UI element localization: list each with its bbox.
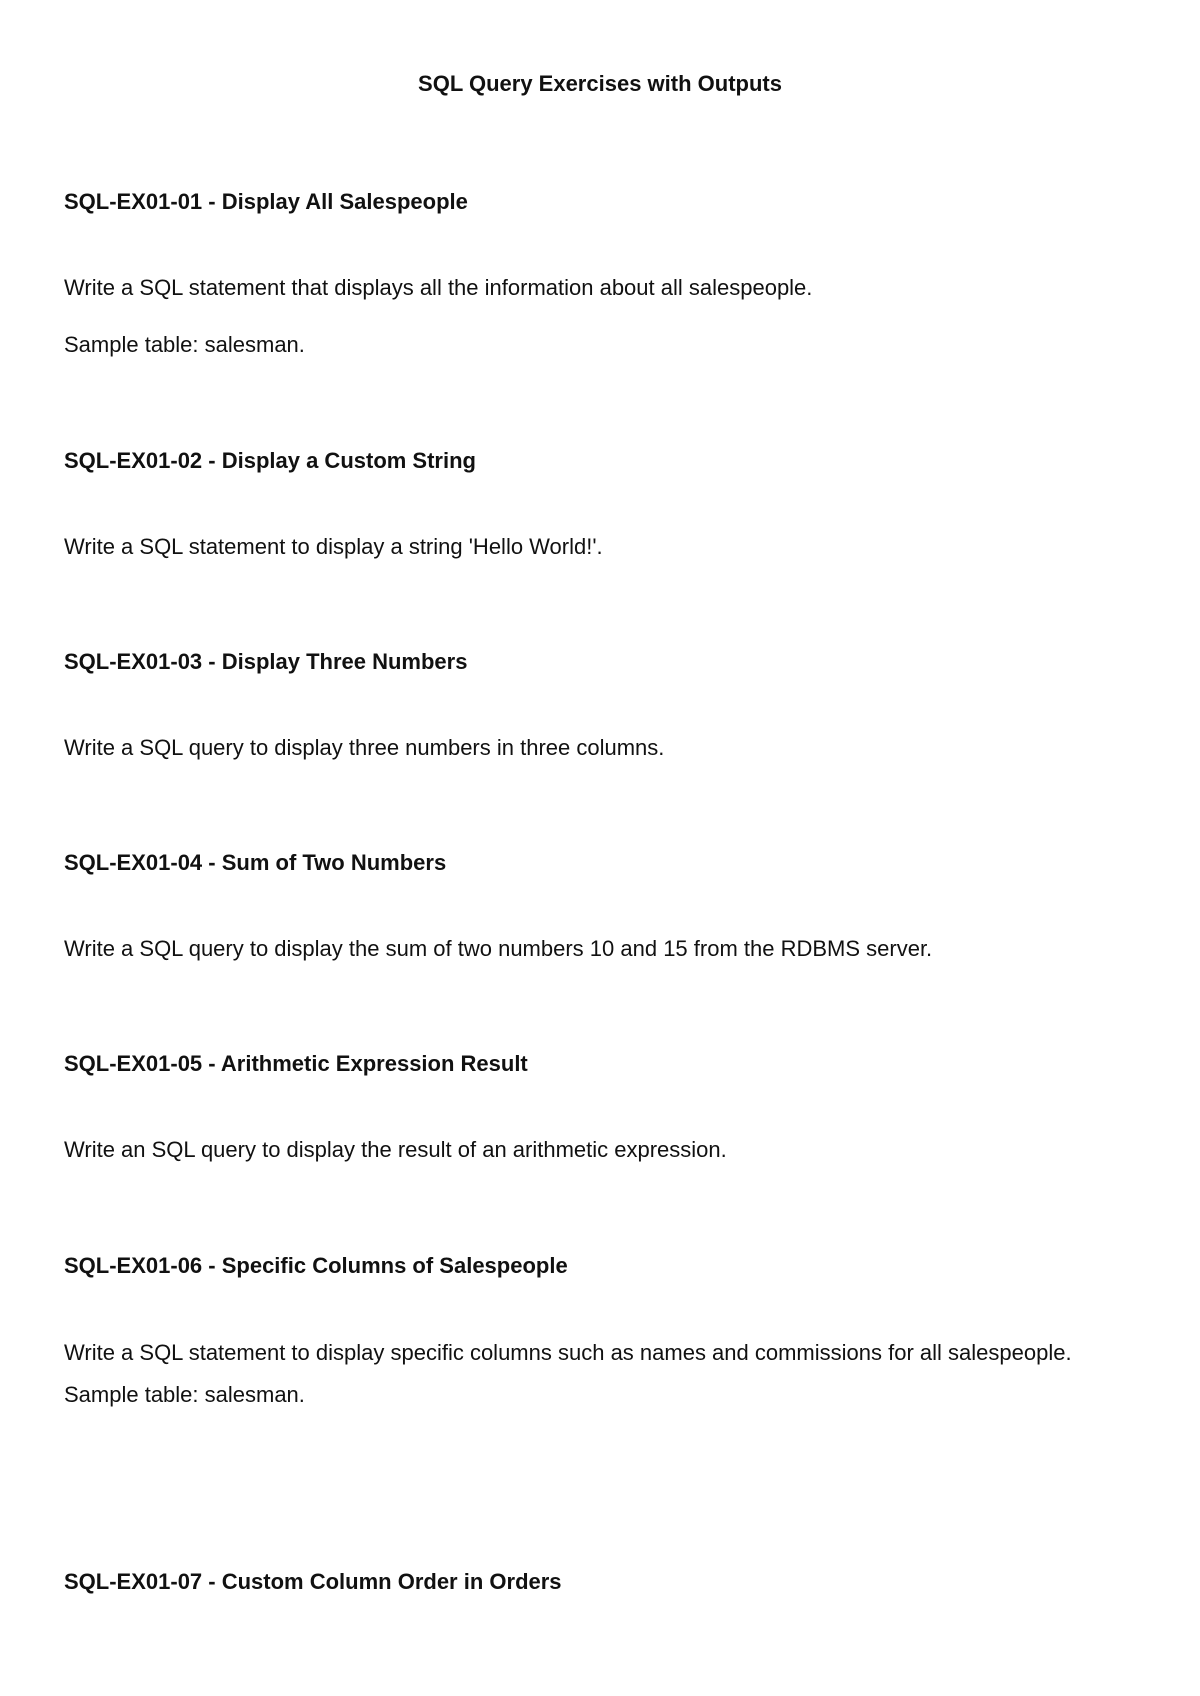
exercise-section xyxy=(64,447,1146,561)
exercise-heading: SQL-EX01-01 - Display All Salespeople xyxy=(64,189,468,214)
exercise-body xyxy=(64,533,1146,561)
document-title: SQL Query Exercises with Outputs xyxy=(418,71,782,96)
exercise-section xyxy=(64,188,1146,359)
exercise-body xyxy=(64,1324,1146,1409)
exercise-heading: SQL-EX01-06 - Specific Columns of Salespeople xyxy=(64,1253,568,1278)
exercise-section xyxy=(64,1050,1146,1164)
exercise-section xyxy=(64,648,1146,762)
exercise-description: Write a SQL query to display the sum of two numbers 10 and 15 from the RDBMS server. xyxy=(64,936,933,961)
exercise-description: Write a SQL statement to display a string 'Hello World!'. xyxy=(64,534,603,559)
exercise-heading: SQL-EX01-04 - Sum of Two Numbers xyxy=(64,850,447,875)
exercise-description: Write a SQL query to display three numbers in three columns. xyxy=(64,735,665,760)
exercise-heading: SQL-EX01-05 - Arithmetic Expression Result xyxy=(64,1051,528,1076)
exercise-body xyxy=(64,274,1146,359)
exercise-description: Write a SQL statement to display specific columns such as names and commissions for all salespeople. xyxy=(64,1340,1072,1365)
exercise-section xyxy=(64,1252,1146,1409)
exercise-description: Write a SQL statement that displays all the information about all salespeople. xyxy=(64,275,813,300)
exercise-sample-table: Sample table: salesman. xyxy=(64,1382,305,1407)
exercise-heading: SQL-EX01-02 - Display a Custom String xyxy=(64,448,476,473)
exercise-heading: SQL-EX01-07 - Custom Column Order in Orders xyxy=(64,1569,562,1594)
exercise-description: Write an SQL query to display the result of an arithmetic expression. xyxy=(64,1137,727,1162)
exercise-section xyxy=(64,1568,1146,1596)
exercise-body xyxy=(64,734,1146,762)
exercise-sample-table: Sample table: salesman. xyxy=(64,332,305,357)
exercise-body xyxy=(64,935,1146,963)
exercise-section xyxy=(64,849,1146,963)
exercise-heading: SQL-EX01-03 - Display Three Numbers xyxy=(64,649,468,674)
exercise-body xyxy=(64,1136,1146,1164)
